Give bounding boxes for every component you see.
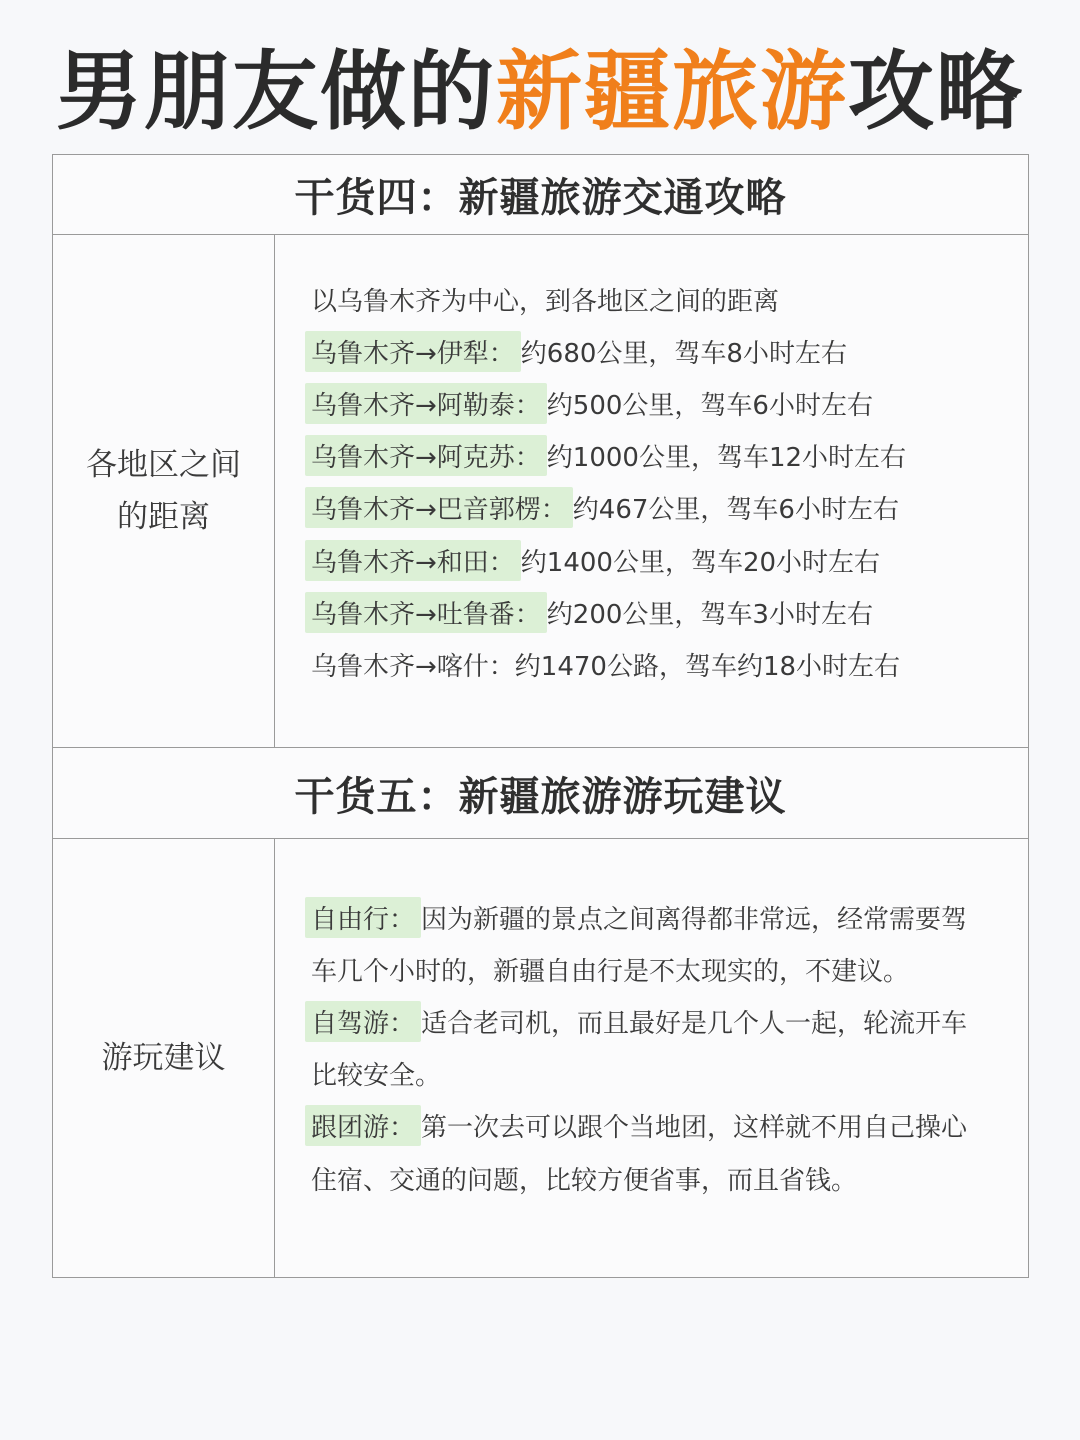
route-info: 约680公里，驾车8小时左右 [520,338,847,369]
advice-text: 适合老司机，而且最好是几个人一起，轮流开车 [421,1008,968,1039]
advice-text: 因为新疆的景点之间离得都非常远，经常需要驾 [421,904,968,935]
section4-body [53,235,1028,748]
route-row [311,638,1028,690]
title-part-3: 攻略 [848,42,1024,142]
route-row [311,482,1028,534]
advice-row [311,891,1028,943]
section5-content [275,839,1028,1277]
distance-intro: 以乌鲁木齐为中心，到各地区之间的距离 [311,286,780,317]
route-row [311,377,1028,429]
left-label-line: 各地区之间 [86,447,241,483]
route-row [311,325,1028,377]
route-row [311,586,1028,638]
advice-tag: 自驾游： [305,1001,421,1042]
advice-row [311,995,1028,1047]
advice-tag: 自由行： [305,897,421,938]
advice-tag: 跟团游： [305,1105,421,1146]
advice-row-cont: 住宿、交通的问题，比较方便省事，而且省钱。 [311,1165,858,1196]
route-name: 乌鲁木齐→阿克苏： [305,435,547,476]
route-info: 约200公里，驾车3小时左右 [546,599,873,630]
advice-row-cont: 比较安全。 [311,1061,442,1092]
route-name: 乌鲁木齐→吐鲁番： [305,592,547,633]
title-accent: 新疆旅游 [496,42,848,142]
route-name: 乌鲁木齐→喀什： [311,651,515,682]
route-info: 约467公里，驾车6小时左右 [572,495,899,526]
route-info: 约500公里，驾车6小时左右 [546,390,873,421]
section4-heading: 干货四：新疆旅游交通攻略 [53,155,1028,235]
section5-body [53,839,1028,1277]
section5-heading: 干货五：新疆旅游游玩建议 [53,748,1028,839]
route-name: 乌鲁木齐→阿勒泰： [305,383,547,424]
section4-left-label [53,235,275,747]
section4-content [275,235,1028,747]
route-info: 约1400公里，驾车20小时左右 [520,547,881,578]
route-row [311,430,1028,482]
route-name: 乌鲁木齐→伊犁： [305,331,521,372]
route-row [311,534,1028,586]
route-name: 乌鲁木齐→和田： [305,540,521,581]
title-part-1: 男朋友做的 [56,42,496,142]
route-info: 约1470公路，驾车约18小时左右 [514,651,901,682]
section5-left-label: 游玩建议 [53,839,275,1277]
guide-table [52,154,1029,1278]
advice-text: 第一次去可以跟个当地团，这样就不用自己操心 [421,1113,968,1144]
left-label-line: 的距离 [117,499,210,535]
advice-row-cont: 车几个小时的，新疆自由行是不太现实的，不建议。 [311,956,910,987]
advice-row [311,1100,1028,1152]
route-info: 约1000公里，驾车12小时左右 [546,443,907,474]
page-title [0,22,1080,146]
route-name: 乌鲁木齐→巴音郭楞： [305,487,573,528]
